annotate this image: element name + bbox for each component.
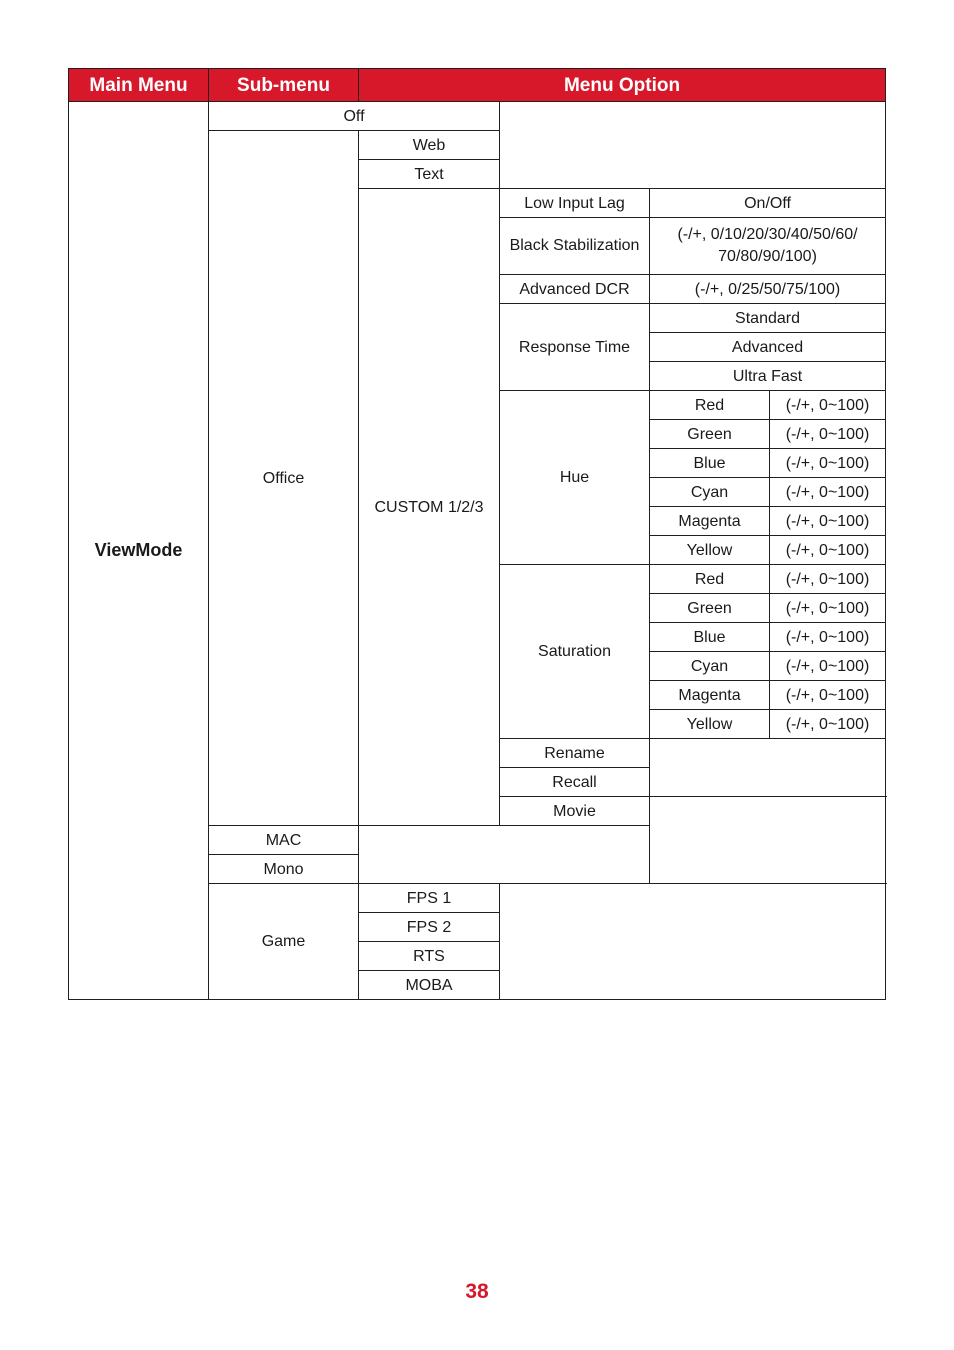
header-menu-option: Menu Option (359, 69, 886, 102)
submenu-game: Game (209, 884, 359, 1000)
response-time-advanced: Advanced (650, 333, 886, 362)
saturation-range: (-/+, 0~100) (770, 594, 886, 623)
hue-color-cyan: Cyan (650, 478, 770, 507)
viewmode-menu-table (68, 68, 886, 1000)
game-option-fps2: FPS 2 (359, 913, 500, 942)
saturation-range: (-/+, 0~100) (770, 710, 886, 739)
hue-range: (-/+, 0~100) (770, 391, 886, 420)
hue-range: (-/+, 0~100) (770, 536, 886, 565)
saturation-range: (-/+, 0~100) (770, 681, 886, 710)
hue-range: (-/+, 0~100) (770, 478, 886, 507)
submenu-mono: Mono (209, 855, 359, 884)
response-time-standard: Standard (650, 304, 886, 333)
hue-color-green: Green (650, 420, 770, 449)
option-low-input-lag: Low Input Lag (500, 189, 650, 218)
page-number: 38 (465, 1280, 489, 1303)
header-sub-menu: Sub-menu (209, 69, 359, 102)
saturation-color-blue: Blue (650, 623, 770, 652)
saturation-color-magenta: Magenta (650, 681, 770, 710)
option-saturation: Saturation (500, 565, 650, 739)
main-menu-viewmode: ViewMode (69, 102, 209, 1000)
saturation-range: (-/+, 0~100) (770, 652, 886, 681)
option-hue: Hue (500, 391, 650, 565)
option-web: Web (359, 131, 500, 160)
game-option-rts: RTS (359, 942, 500, 971)
option-response-time: Response Time (500, 304, 650, 391)
empty-cell (500, 884, 886, 1000)
header-main-menu: Main Menu (69, 69, 209, 102)
hue-range: (-/+, 0~100) (770, 507, 886, 536)
saturation-range: (-/+, 0~100) (770, 623, 886, 652)
submenu-mac: MAC (209, 826, 359, 855)
submenu-movie: Movie (500, 797, 650, 826)
hue-range: (-/+, 0~100) (770, 420, 886, 449)
value-black-stabilization: (-/+, 0/10/20/30/40/50/60/ 70/80/90/100) (650, 218, 886, 275)
option-text: Text (359, 160, 500, 189)
option-black-stabilization: Black Stabilization (500, 218, 650, 275)
response-time-ultra-fast: Ultra Fast (650, 362, 886, 391)
empty-cell (650, 739, 886, 797)
option-recall: Recall (500, 768, 650, 797)
hue-range: (-/+, 0~100) (770, 449, 886, 478)
saturation-color-cyan: Cyan (650, 652, 770, 681)
hue-color-magenta: Magenta (650, 507, 770, 536)
option-advanced-dcr: Advanced DCR (500, 275, 650, 304)
empty-cell (500, 102, 886, 189)
option-custom: CUSTOM 1/2/3 (359, 189, 500, 826)
hue-color-yellow: Yellow (650, 536, 770, 565)
submenu-off: Off (209, 102, 500, 131)
table-header-row (69, 69, 886, 102)
table-row (69, 102, 886, 131)
value-advanced-dcr: (-/+, 0/25/50/75/100) (650, 275, 886, 304)
saturation-color-yellow: Yellow (650, 710, 770, 739)
saturation-color-red: Red (650, 565, 770, 594)
hue-color-red: Red (650, 391, 770, 420)
saturation-color-green: Green (650, 594, 770, 623)
submenu-office: Office (209, 131, 359, 826)
value-low-input-lag: On/Off (650, 189, 886, 218)
game-option-fps1: FPS 1 (359, 884, 500, 913)
option-rename: Rename (500, 739, 650, 768)
saturation-range: (-/+, 0~100) (770, 565, 886, 594)
empty-cell (650, 797, 886, 884)
game-option-moba: MOBA (359, 971, 500, 1000)
hue-color-blue: Blue (650, 449, 770, 478)
